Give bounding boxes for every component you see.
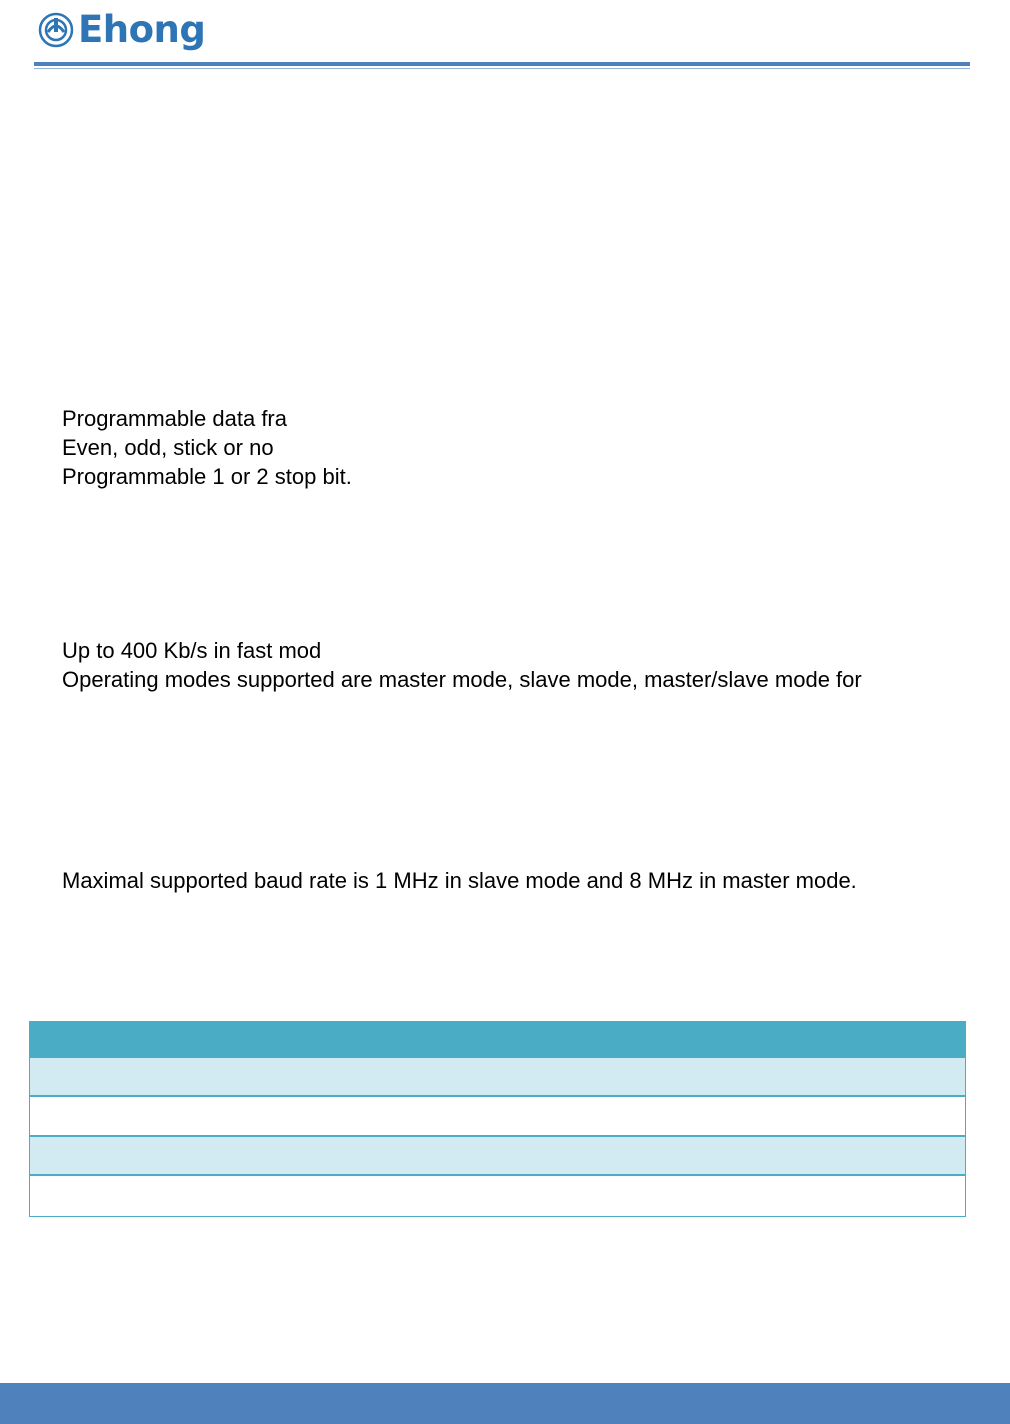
spec-table: [29, 1021, 966, 1217]
table-row: [30, 1058, 965, 1097]
page-header: [0, 0, 1010, 72]
spi-feature-line: Maximal supported baud rate is 1 MHz in slave mode and 8 MHz in master mode.: [62, 868, 857, 893]
uart-feature-line: Even, odd, stick or no: [62, 435, 274, 460]
brand-name: Ehong: [78, 8, 206, 51]
table-header-row: [30, 1022, 965, 1058]
table-row: [30, 1137, 965, 1176]
logo-bar: [54, 18, 58, 32]
table-row: [30, 1176, 965, 1216]
footer-bar: [0, 1383, 1010, 1424]
uart-feature-line: Programmable data fra: [62, 406, 287, 431]
ehong-logo-icon: [38, 12, 74, 48]
uart-feature-line: Programmable 1 or 2 stop bit.: [62, 464, 352, 489]
table-row: [30, 1097, 965, 1137]
header-rule-thin: [34, 68, 970, 69]
i2c-feature-line: Up to 400 Kb/s in fast mod: [62, 638, 322, 663]
header-rule: [34, 62, 970, 66]
ehong-logo: [38, 8, 205, 52]
i2c-feature-line: Operating modes supported are master mode, slave mode, master/slave mode for: [62, 667, 862, 692]
